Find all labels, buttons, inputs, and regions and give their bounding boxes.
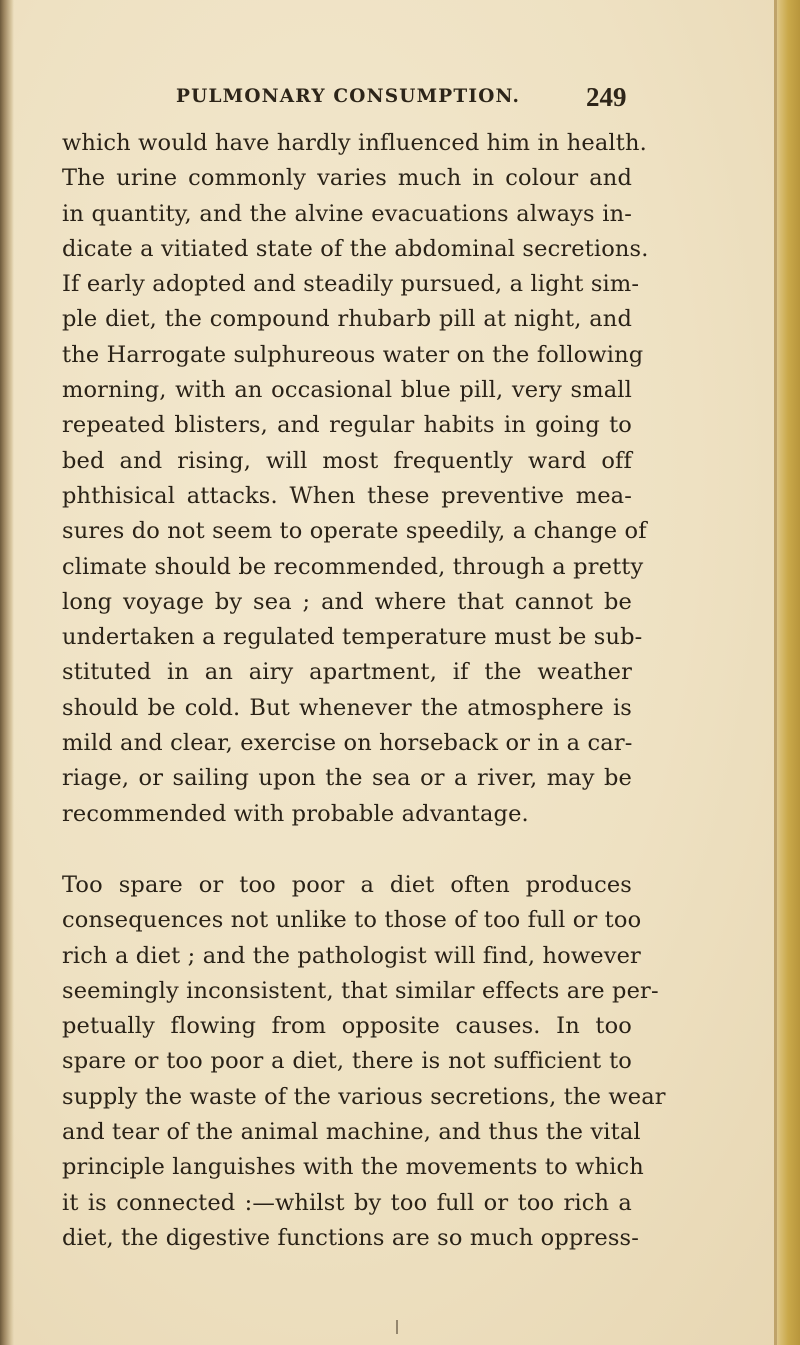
text-line: stituted in an airy apartment, if the weather (62, 659, 632, 686)
text-line: long voyage by sea ; and where that cannot be (62, 588, 632, 615)
ink-mark (396, 1320, 398, 1334)
text-line: which would have hardly influenced him in health. (62, 130, 647, 156)
text-line: phthisical attacks. When these preventive mea- (62, 482, 632, 509)
text-line: and tear of the animal machine, and thus the vital (62, 1119, 641, 1146)
text-line: sures do not seem to operate speedily, a change of (62, 518, 647, 545)
text-line: bed and rising, will most frequently ward off (62, 447, 632, 474)
text-line: The urine commonly varies much in colour and (62, 165, 632, 192)
text-line: it is connected :—whilst by too full or too rich a (62, 1189, 632, 1216)
adjacent-page-edge (774, 0, 800, 1345)
text-line: supply the waste of the various secretions, the wear (62, 1083, 666, 1110)
text-line: climate should be recommended, through a pretty (62, 553, 644, 580)
body-text (62, 126, 666, 1256)
text-line: morning, with an occasional blue pill, very small (62, 377, 632, 404)
text-line: If early adopted and steadily pursued, a light sim- (62, 271, 640, 298)
text-line: seemingly inconsistent, that similar effects are per- (62, 977, 659, 1004)
text-line: undertaken a regulated temperature must be sub- (62, 624, 643, 651)
text-line: Too spare or too poor a diet often produces (62, 871, 632, 898)
text-line: petually flowing from opposite causes. In too (62, 1013, 632, 1040)
running-head (0, 76, 800, 116)
paragraph-2 (62, 868, 666, 1256)
text-line: the Harrogate sulphureous water on the following (62, 341, 644, 368)
text-line: recommended with probable advantage. (62, 800, 529, 827)
text-line: spare or too poor a diet, there is not sufficient to (62, 1048, 632, 1075)
text-line: principle languishes with the movements to which (62, 1154, 644, 1181)
binding-shadow (0, 0, 14, 1345)
text-line: ple diet, the compound rhubarb pill at night, and (62, 306, 632, 333)
text-line: consequences not unlike to those of too full or too (62, 907, 642, 934)
running-title: PULMONARY CONSUMPTION. (176, 86, 521, 107)
text-line: in quantity, and the alvine evacuations always in- (62, 200, 632, 227)
text-line: mild and clear, exercise on horseback or in a car- (62, 730, 633, 757)
text-line: rich a diet ; and the pathologist will find, however (62, 942, 641, 969)
text-line: riage, or sailing upon the sea or a river, may be (62, 765, 632, 792)
text-line: should be cold. But whenever the atmosphere is (62, 694, 632, 721)
text-line: diet, the digestive functions are so much oppress- (62, 1224, 639, 1251)
paragraph-gap (62, 832, 632, 868)
page-number: 249 (586, 82, 627, 112)
text-line: repeated blisters, and regular habits in going to (62, 412, 632, 439)
paragraph-1 (62, 126, 649, 832)
text-line: dicate a vitiated state of the abdominal secretions. (62, 235, 649, 262)
